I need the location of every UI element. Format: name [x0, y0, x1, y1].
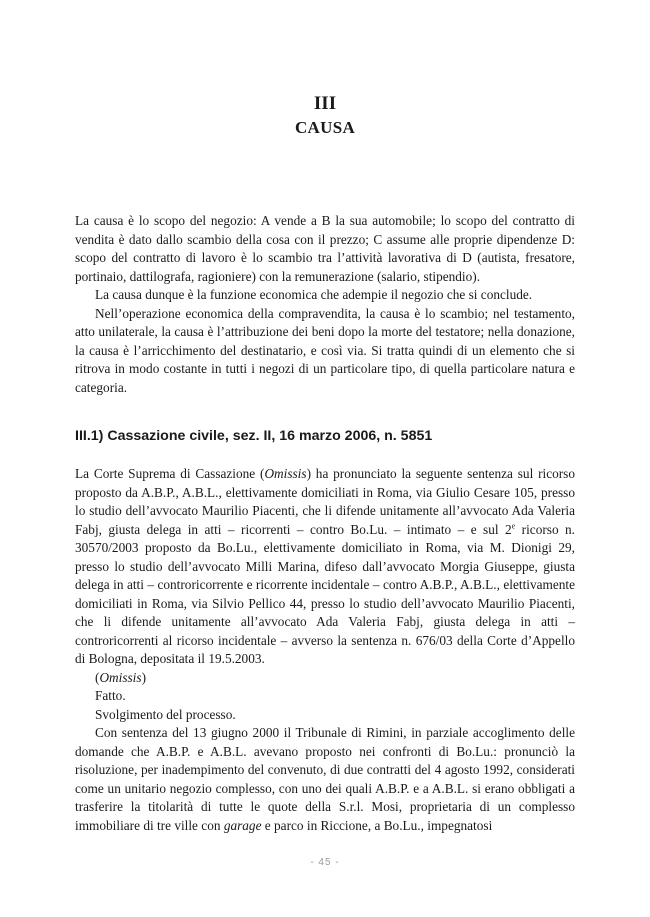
ruling-paragraph-1 — [75, 465, 575, 669]
section-title: III.1) Cassazione civile, sez. II, 16 marzo 2006, n. 5851 — [75, 428, 433, 444]
omissis-line — [75, 669, 575, 688]
ruling-text — [75, 465, 575, 835]
intro-paragraph-2: La causa dunque è la funzione economica che adempie il negozio che si conclude. — [95, 287, 533, 302]
omissis-italic: Omissis — [99, 669, 142, 685]
svolgimento-line: Svolgimento del processo. — [95, 706, 236, 722]
paren-close: ) — [141, 669, 146, 685]
intro-text — [75, 212, 575, 397]
superscript: e — [511, 521, 516, 531]
fatto-line: Fatto. — [95, 688, 126, 703]
intro-paragraph-1: La causa è lo scopo del negozio: A vende a B la sua automobile; lo scopo del contratto di vendita è dato dallo scambio della cosa con il prezzo; C assume alle proprie dipendenze D: scopo del contratto di lavoro è lo scambio tra l’attività lavorativa di D (autista, fresatore, portinaio, dattilografa, ragioniere) con la remunerazione (salario, stipendio). — [75, 213, 575, 284]
chapter-title: CAUSA — [294, 118, 356, 137]
chapter-heading — [0, 92, 650, 140]
omissis-italic: Omissis — [264, 466, 307, 481]
text-run: La Corte Suprema di Cassazione ( — [75, 466, 265, 481]
text-run: e parco in Riccione, a Bo.Lu., impegnatosi — [261, 817, 493, 833]
paren-open: ( — [95, 669, 100, 685]
page-number: - 45 - — [310, 857, 340, 868]
text-run: ricorso n. 30570/2003 proposto da Bo.Lu., elettivamente domiciliato in Roma, via M. Dionigi 29, presso lo studio dell’avvocato Milli Marina, difeso dall’avvocato Morgia Giuseppe, giusta delega in atti – controricorrente e ricorrente incidentale – contro A.B.P., A.B.L., elettivamente domiciliati in Roma, via Silvio Pellico 44, presso lo studio dell’avvocato Maurilio Piacenti, che li difende unitamente all’avvocato Ada Valeria Fabj, giusta delega in atti – controricorrenti al ricorso incidentale – avverso la sentenza n. 676/03 della Corte d’Appello di Bologna, depositata il 19.5.2003. — [75, 521, 576, 666]
text-run: ) ha pronunciato la seguente sentenza sul ricorso proposto da A.B.P., A.B.L., elettivamente domiciliati in Roma, via Giulio Cesare 105, presso lo studio dell’avvocato Maurilio Piacenti, che li difende unitamente all’avvocato Ada Valeria Fabj, giusta delega in atti – ricorrenti – contro Bo.Lu. – intimato – e sul 2 — [75, 466, 575, 537]
chapter-number: III — [313, 93, 337, 114]
ruling-paragraph-2 — [75, 724, 575, 835]
garage-italic: garage — [223, 817, 262, 833]
text-run: Con sentenza del 13 giugno 2000 il Tribunale di Rimini, in parziale accoglimento delle domande che A.B.P. e A.B.L. avevano proposto nei confronti di Bo.Lu.: pronunciò la risoluzione, per inadempimento del convenuto, di due contratti del 4 agosto 1992, considerati come un unitario negozio complesso, con uno dei quali A.B.P. e a A.B.L. si erano obbligati a trasferire la titolarità di tutte le quote della S.r.l. Mosi, proprietaria di un complesso immobiliare di tre ville con — [75, 725, 575, 833]
intro-paragraph-3: Nell’operazione economica della compravendita, la causa è lo scambio; nel testamento, atto unilaterale, la causa è l’attribuzione dei beni dopo la morte del testatore; nella donazione, la causa è l’arricchimento del destinatario, e così via. Si tratta quindi di un elemento che si ritrova in modo costante in tutti i negozi di un particolare tipo, di quella particolare natura e categoria. — [75, 305, 575, 395]
